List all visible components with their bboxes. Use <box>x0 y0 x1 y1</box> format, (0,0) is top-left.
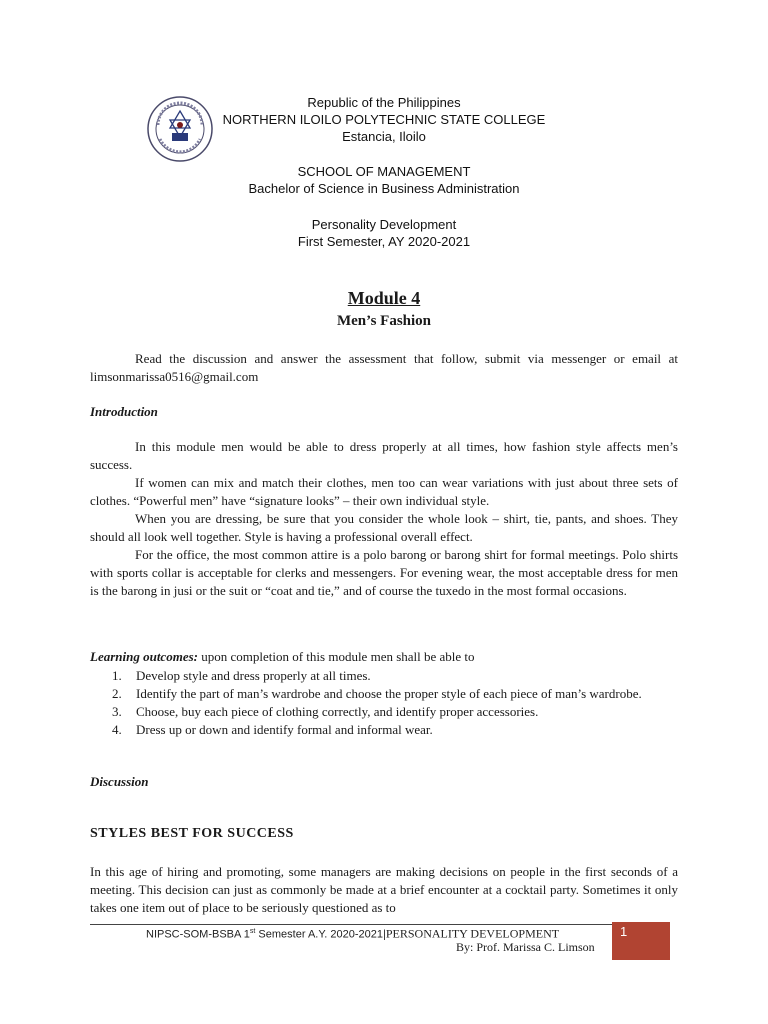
list-item <box>112 721 678 739</box>
intro-paragraph-4: For the office, the most common attire is a polo barong or barong shirt for formal meetings. Polo shirts with sports collar is acceptable for clerks and messengers. For evening wear, the most acceptable dress for men is the barong in jusi or the suit or “coat and tie,” and of course the tuxedo in the most formal occasions. <box>90 547 678 598</box>
intro-paragraph-3: When you are dressing, be sure that you consider the whole look – shirt, tie, pants, and shoes. They should all look well together. Style is having a professional overall effect. <box>90 511 678 544</box>
module-title <box>0 288 768 309</box>
course-name: Personality Development <box>311 217 457 232</box>
list-number: 4. <box>112 722 122 737</box>
list-item-text: Dress up or down and identify formal and informal wear. <box>136 722 433 737</box>
list-item <box>112 703 678 721</box>
list-item-text: Choose, buy each piece of clothing correctly, and identify proper accessories. <box>136 704 539 719</box>
learning-outcomes-intro <box>90 649 475 665</box>
school-name: SCHOOL OF MANAGEMENT <box>297 164 471 179</box>
intro-paragraph-1: In this module men would be able to dress properly at all times, how fashion style affects men’s success. <box>90 439 678 472</box>
module-subtitle: Men’s Fashion <box>336 313 432 329</box>
footer-superscript: st <box>249 928 256 935</box>
learning-outcomes-list <box>112 667 678 739</box>
list-item-text: Develop style and dress properly at all times. <box>136 668 371 683</box>
instructions-paragraph: Read the discussion and answer the assessment that follow, submit via messenger or email at limsonmarissa0516@gmail.com <box>90 351 678 384</box>
program-name: Bachelor of Science in Business Administration <box>248 181 520 196</box>
footer-author: By: Prof. Marissa C. Limson <box>456 940 595 954</box>
footer-code: NIPSC-SOM-BSBA 1 <box>146 928 250 941</box>
module-title-text: Module 4 <box>347 288 421 308</box>
list-number: 3. <box>112 704 122 719</box>
introduction-heading: Introduction <box>90 404 158 419</box>
page-number-badge: 1 <box>612 922 670 960</box>
college-location: Estancia, Iloilo <box>342 129 426 144</box>
intro-paragraph-2: If women can mix and match their clothes, men too can wear variations with just about three sets of clothes. “Powerful men” have “signature looks” – their own individual style. <box>90 475 678 508</box>
institution-header <box>200 94 568 145</box>
semester-line: First Semester, AY 2020-2021 <box>297 234 471 249</box>
list-item <box>112 685 678 703</box>
learning-outcomes-label: Learning outcomes: <box>90 649 198 664</box>
list-item <box>112 667 678 685</box>
republic-line: Republic of the Philippines <box>307 95 461 110</box>
discussion-paragraph: In this age of hiring and promoting, some managers are making decisions on people in the first seconds of a meeting. This decision can just as commonly be made at a brief encounter at a cocktail party. Sometimes it only takes one item out of place to be seriously questioned as to <box>90 864 678 915</box>
learning-outcomes-text: upon completion of this module men shall be able to <box>197 649 475 664</box>
course-header <box>200 216 568 250</box>
footer-course: PERSONALITY DEVELOPMENT <box>385 926 560 941</box>
footer-semester: Semester A.Y. 2020-2021| <box>255 928 386 941</box>
school-header <box>200 163 568 197</box>
discussion-heading: Discussion <box>90 774 149 789</box>
section-title: STYLES BEST FOR SUCCESS <box>90 826 294 841</box>
list-item-text: Identify the part of man’s wardrobe and choose the proper style of each piece of man’s wardrobe. <box>136 686 642 701</box>
list-number: 2. <box>112 686 122 701</box>
list-number: 1. <box>112 668 122 683</box>
college-name: NORTHERN ILOILO POLYTECHNIC STATE COLLEGE <box>222 112 546 127</box>
